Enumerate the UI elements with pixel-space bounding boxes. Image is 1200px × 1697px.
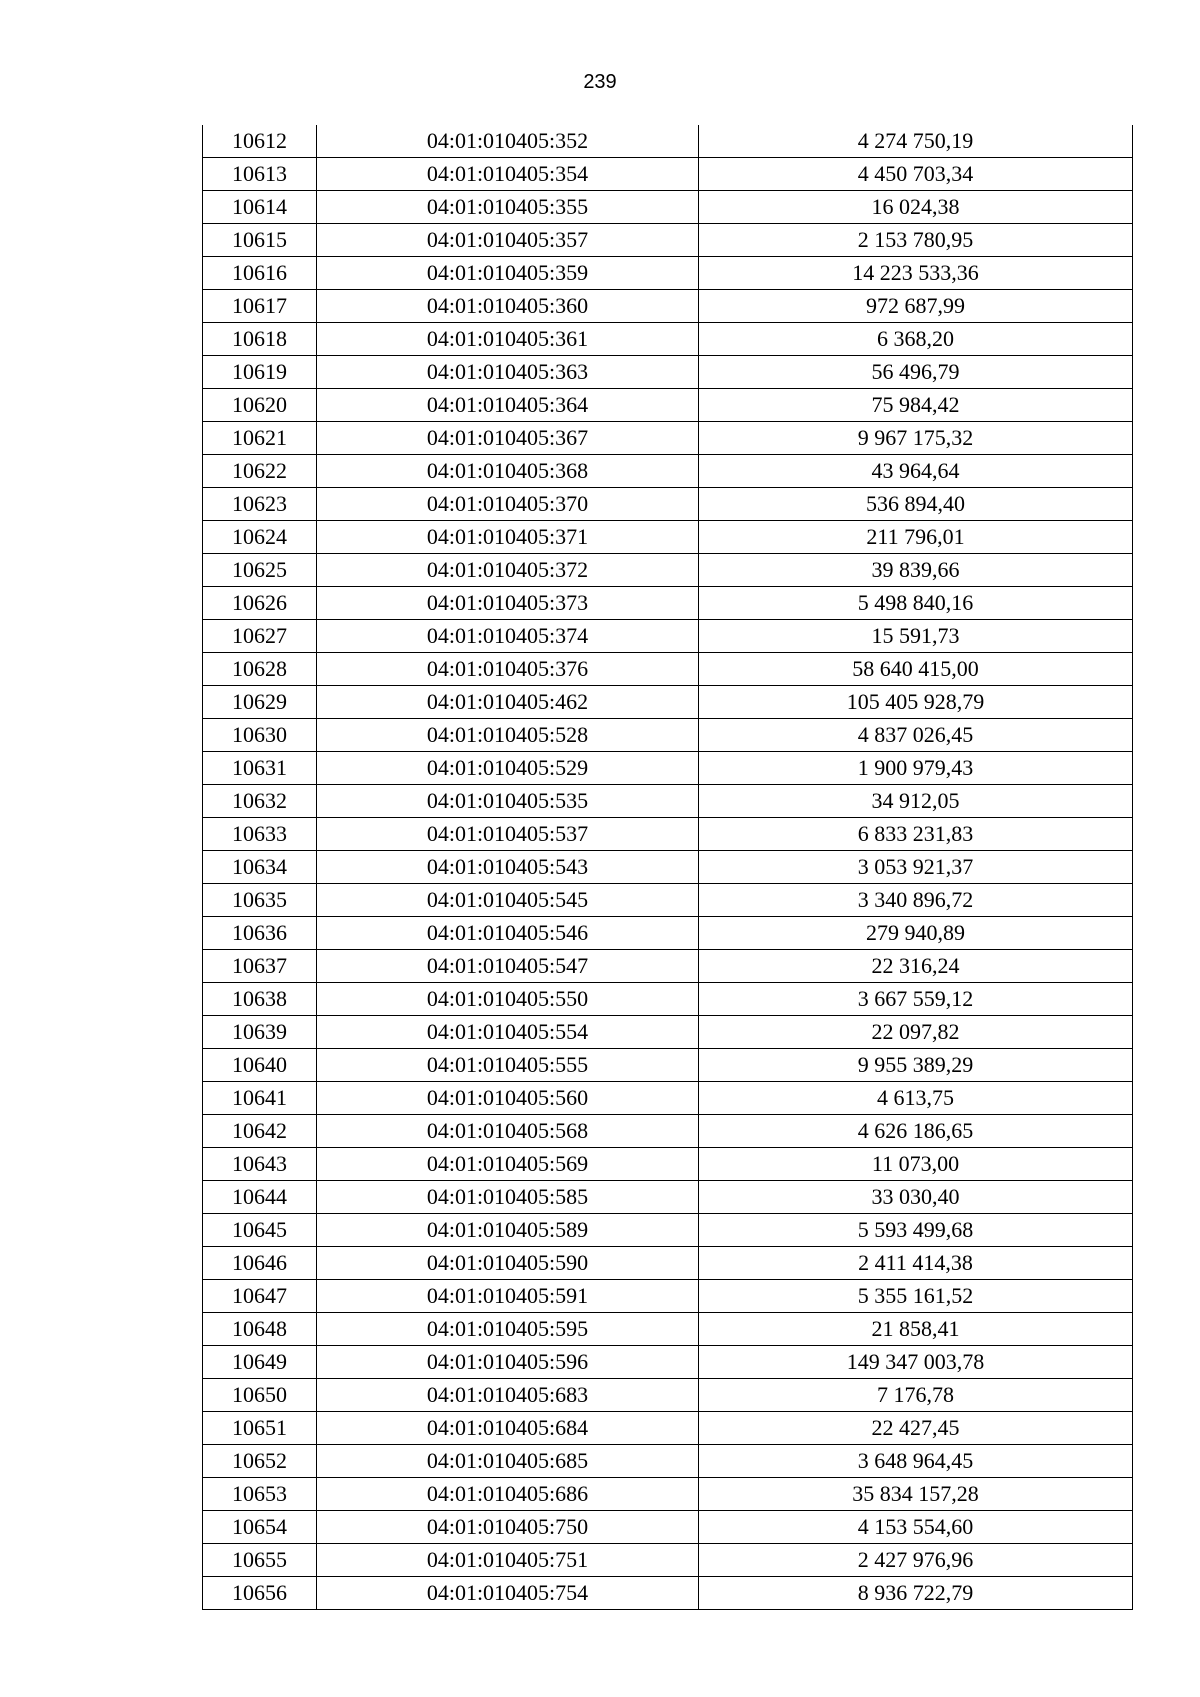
row-number-cell: 10625	[203, 554, 317, 587]
table-row	[203, 884, 1133, 917]
table-row	[203, 1214, 1133, 1247]
cadastral-number-cell: 04:01:010405:546	[317, 917, 699, 950]
row-number-cell: 10630	[203, 719, 317, 752]
row-number-cell: 10654	[203, 1511, 317, 1544]
cadastral-value-cell: 58 640 415,00	[699, 653, 1133, 686]
cadastral-value-cell: 21 858,41	[699, 1313, 1133, 1346]
cadastral-number-cell: 04:01:010405:683	[317, 1379, 699, 1412]
table-row	[203, 950, 1133, 983]
table-row	[203, 1577, 1133, 1610]
cadastral-number-cell: 04:01:010405:547	[317, 950, 699, 983]
cadastral-number-cell: 04:01:010405:535	[317, 785, 699, 818]
cadastral-number-cell: 04:01:010405:357	[317, 224, 699, 257]
cadastral-value-cell: 9 955 389,29	[699, 1049, 1133, 1082]
cadastral-number-cell: 04:01:010405:374	[317, 620, 699, 653]
cadastral-number-cell: 04:01:010405:754	[317, 1577, 699, 1610]
cadastral-value-cell: 2 427 976,96	[699, 1544, 1133, 1577]
table-row	[203, 554, 1133, 587]
row-number-cell: 10647	[203, 1280, 317, 1313]
row-number-cell: 10635	[203, 884, 317, 917]
table-row	[203, 356, 1133, 389]
row-number-cell: 10640	[203, 1049, 317, 1082]
cadastral-value-cell: 211 796,01	[699, 521, 1133, 554]
cadastral-number-cell: 04:01:010405:686	[317, 1478, 699, 1511]
cadastral-value-cell: 4 613,75	[699, 1082, 1133, 1115]
row-number-cell: 10643	[203, 1148, 317, 1181]
row-number-cell: 10621	[203, 422, 317, 455]
cadastral-number-cell: 04:01:010405:545	[317, 884, 699, 917]
row-number-cell: 10618	[203, 323, 317, 356]
cadastral-value-cell: 22 427,45	[699, 1412, 1133, 1445]
row-number-cell: 10656	[203, 1577, 317, 1610]
cadastral-value-cell: 7 176,78	[699, 1379, 1133, 1412]
cadastral-value-cell: 4 450 703,34	[699, 158, 1133, 191]
table-row	[203, 1016, 1133, 1049]
table-row	[203, 653, 1133, 686]
row-number-cell: 10620	[203, 389, 317, 422]
cadastral-number-cell: 04:01:010405:595	[317, 1313, 699, 1346]
table-row	[203, 818, 1133, 851]
row-number-cell: 10638	[203, 983, 317, 1016]
table-row	[203, 1346, 1133, 1379]
table-row	[203, 191, 1133, 224]
cadastral-number-cell: 04:01:010405:359	[317, 257, 699, 290]
row-number-cell: 10617	[203, 290, 317, 323]
row-number-cell: 10645	[203, 1214, 317, 1247]
table-row	[203, 290, 1133, 323]
cadastral-value-cell: 279 940,89	[699, 917, 1133, 950]
row-number-cell: 10627	[203, 620, 317, 653]
table-row	[203, 1148, 1133, 1181]
table-row	[203, 1511, 1133, 1544]
cadastral-number-cell: 04:01:010405:376	[317, 653, 699, 686]
row-number-cell: 10639	[203, 1016, 317, 1049]
cadastral-value-cell: 1 900 979,43	[699, 752, 1133, 785]
cadastral-value-cell: 56 496,79	[699, 356, 1133, 389]
cadastral-number-cell: 04:01:010405:591	[317, 1280, 699, 1313]
row-number-cell: 10637	[203, 950, 317, 983]
table-row	[203, 1379, 1133, 1412]
cadastral-number-cell: 04:01:010405:363	[317, 356, 699, 389]
table-row	[203, 224, 1133, 257]
table-row	[203, 1082, 1133, 1115]
cadastral-number-cell: 04:01:010405:585	[317, 1181, 699, 1214]
cadastral-number-cell: 04:01:010405:371	[317, 521, 699, 554]
cadastral-value-cell: 4 153 554,60	[699, 1511, 1133, 1544]
table-row	[203, 422, 1133, 455]
cadastral-number-cell: 04:01:010405:569	[317, 1148, 699, 1181]
cadastral-number-cell: 04:01:010405:372	[317, 554, 699, 587]
cadastral-number-cell: 04:01:010405:370	[317, 488, 699, 521]
row-number-cell: 10650	[203, 1379, 317, 1412]
cadastral-number-cell: 04:01:010405:528	[317, 719, 699, 752]
table-row	[203, 1181, 1133, 1214]
table-row	[203, 1313, 1133, 1346]
cadastral-number-cell: 04:01:010405:589	[317, 1214, 699, 1247]
cadastral-number-cell: 04:01:010405:568	[317, 1115, 699, 1148]
table-row	[203, 587, 1133, 620]
cadastral-value-cell: 3 667 559,12	[699, 983, 1133, 1016]
cadastral-number-cell: 04:01:010405:462	[317, 686, 699, 719]
table-row	[203, 1412, 1133, 1445]
row-number-cell: 10624	[203, 521, 317, 554]
cadastral-value-cell: 35 834 157,28	[699, 1478, 1133, 1511]
cadastral-value-cell: 6 368,20	[699, 323, 1133, 356]
cadastral-number-cell: 04:01:010405:355	[317, 191, 699, 224]
cadastral-value-cell: 4 626 186,65	[699, 1115, 1133, 1148]
cadastral-value-cell: 11 073,00	[699, 1148, 1133, 1181]
table-row	[203, 851, 1133, 884]
row-number-cell: 10636	[203, 917, 317, 950]
table-row	[203, 1478, 1133, 1511]
row-number-cell: 10619	[203, 356, 317, 389]
table-row	[203, 521, 1133, 554]
table-row	[203, 1247, 1133, 1280]
row-number-cell: 10632	[203, 785, 317, 818]
cadastral-value-cell: 22 097,82	[699, 1016, 1133, 1049]
cadastral-value-cell: 3 648 964,45	[699, 1445, 1133, 1478]
cadastral-value-cell: 536 894,40	[699, 488, 1133, 521]
cadastral-value-cell: 4 837 026,45	[699, 719, 1133, 752]
row-number-cell: 10649	[203, 1346, 317, 1379]
row-number-cell: 10641	[203, 1082, 317, 1115]
table-row	[203, 785, 1133, 818]
cadastral-number-cell: 04:01:010405:751	[317, 1544, 699, 1577]
cadastral-value-cell: 6 833 231,83	[699, 818, 1133, 851]
cadastral-value-cell: 5 355 161,52	[699, 1280, 1133, 1313]
table-row	[203, 917, 1133, 950]
table-row	[203, 1445, 1133, 1478]
cadastral-value-table	[202, 125, 1133, 1610]
table-row	[203, 257, 1133, 290]
cadastral-number-cell: 04:01:010405:750	[317, 1511, 699, 1544]
row-number-cell: 10652	[203, 1445, 317, 1478]
cadastral-number-cell: 04:01:010405:360	[317, 290, 699, 323]
cadastral-value-cell: 3 340 896,72	[699, 884, 1133, 917]
cadastral-number-cell: 04:01:010405:537	[317, 818, 699, 851]
cadastral-value-cell: 2 153 780,95	[699, 224, 1133, 257]
cadastral-value-cell: 8 936 722,79	[699, 1577, 1133, 1610]
row-number-cell: 10612	[203, 125, 317, 158]
row-number-cell: 10651	[203, 1412, 317, 1445]
row-number-cell: 10634	[203, 851, 317, 884]
cadastral-number-cell: 04:01:010405:685	[317, 1445, 699, 1478]
row-number-cell: 10626	[203, 587, 317, 620]
table-body	[203, 125, 1133, 1610]
row-number-cell: 10633	[203, 818, 317, 851]
row-number-cell: 10613	[203, 158, 317, 191]
cadastral-number-cell: 04:01:010405:354	[317, 158, 699, 191]
table-row	[203, 983, 1133, 1016]
row-number-cell: 10623	[203, 488, 317, 521]
row-number-cell: 10653	[203, 1478, 317, 1511]
cadastral-value-cell: 14 223 533,36	[699, 257, 1133, 290]
table-row	[203, 620, 1133, 653]
table-row	[203, 125, 1133, 158]
table-row	[203, 455, 1133, 488]
cadastral-number-cell: 04:01:010405:361	[317, 323, 699, 356]
cadastral-value-cell: 9 967 175,32	[699, 422, 1133, 455]
page-number: 239	[583, 71, 617, 93]
cadastral-value-cell: 105 405 928,79	[699, 686, 1133, 719]
cadastral-number-cell: 04:01:010405:373	[317, 587, 699, 620]
cadastral-value-cell: 34 912,05	[699, 785, 1133, 818]
cadastral-value-cell: 33 030,40	[699, 1181, 1133, 1214]
cadastral-value-cell: 75 984,42	[699, 389, 1133, 422]
row-number-cell: 10655	[203, 1544, 317, 1577]
table-row	[203, 1115, 1133, 1148]
cadastral-value-cell: 15 591,73	[699, 620, 1133, 653]
cadastral-number-cell: 04:01:010405:367	[317, 422, 699, 455]
cadastral-value-cell: 149 347 003,78	[699, 1346, 1133, 1379]
cadastral-number-cell: 04:01:010405:364	[317, 389, 699, 422]
cadastral-value-cell: 5 593 499,68	[699, 1214, 1133, 1247]
cadastral-number-cell: 04:01:010405:550	[317, 983, 699, 1016]
row-number-cell: 10646	[203, 1247, 317, 1280]
cadastral-value-cell: 5 498 840,16	[699, 587, 1133, 620]
row-number-cell: 10629	[203, 686, 317, 719]
cadastral-value-cell: 22 316,24	[699, 950, 1133, 983]
row-number-cell: 10614	[203, 191, 317, 224]
table-row	[203, 389, 1133, 422]
cadastral-number-cell: 04:01:010405:560	[317, 1082, 699, 1115]
row-number-cell: 10622	[203, 455, 317, 488]
row-number-cell: 10615	[203, 224, 317, 257]
row-number-cell: 10631	[203, 752, 317, 785]
cadastral-value-cell: 39 839,66	[699, 554, 1133, 587]
cadastral-number-cell: 04:01:010405:543	[317, 851, 699, 884]
cadastral-number-cell: 04:01:010405:555	[317, 1049, 699, 1082]
cadastral-number-cell: 04:01:010405:590	[317, 1247, 699, 1280]
row-number-cell: 10642	[203, 1115, 317, 1148]
row-number-cell: 10648	[203, 1313, 317, 1346]
cadastral-value-cell: 2 411 414,38	[699, 1247, 1133, 1280]
cadastral-value-cell: 3 053 921,37	[699, 851, 1133, 884]
cadastral-number-cell: 04:01:010405:596	[317, 1346, 699, 1379]
cadastral-number-cell: 04:01:010405:368	[317, 455, 699, 488]
cadastral-value-cell: 4 274 750,19	[699, 125, 1133, 158]
row-number-cell: 10644	[203, 1181, 317, 1214]
table-row	[203, 686, 1133, 719]
table-row	[203, 1544, 1133, 1577]
table-row	[203, 752, 1133, 785]
cadastral-number-cell: 04:01:010405:554	[317, 1016, 699, 1049]
cadastral-value-cell: 43 964,64	[699, 455, 1133, 488]
row-number-cell: 10628	[203, 653, 317, 686]
table-row	[203, 1280, 1133, 1313]
table-row	[203, 719, 1133, 752]
cadastral-number-cell: 04:01:010405:529	[317, 752, 699, 785]
table-row	[203, 488, 1133, 521]
table-row	[203, 323, 1133, 356]
cadastral-value-cell: 16 024,38	[699, 191, 1133, 224]
table-row	[203, 158, 1133, 191]
cadastral-number-cell: 04:01:010405:352	[317, 125, 699, 158]
cadastral-value-cell: 972 687,99	[699, 290, 1133, 323]
cadastral-number-cell: 04:01:010405:684	[317, 1412, 699, 1445]
row-number-cell: 10616	[203, 257, 317, 290]
table-row	[203, 1049, 1133, 1082]
